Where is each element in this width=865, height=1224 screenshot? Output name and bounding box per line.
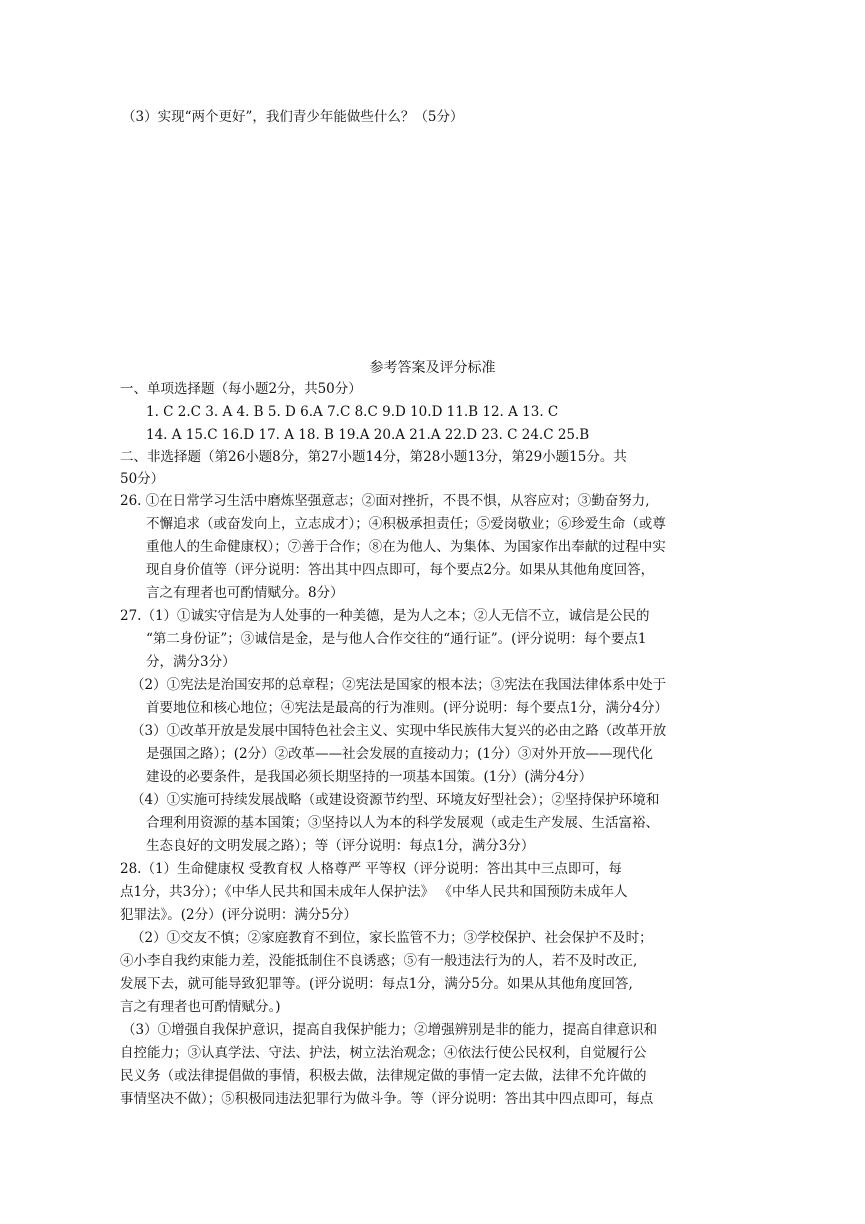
answer-line: 26. ①在日常学习生活中磨炼坚强意志；②面对挫折，不畏不惧，从容应对；③勤奋努力, xyxy=(120,493,650,509)
page-title: 参考答案及评分标准 xyxy=(369,360,496,376)
answer-line: 犯罪法》。(2分）(评分说明：满分5分） xyxy=(120,907,357,923)
answer-line: “第二身份证”；③诚信是金，是与他人合作交往的“通行证”。(评分说明：每个要点1 xyxy=(146,631,647,647)
answer-line: 不懈追求（或奋发向上，立志成才）；④积极承担责任；⑤爱岗敬业；⑥珍爱生命（或尊 xyxy=(146,516,666,532)
answer-line: 发展下去，就可能导致犯罪等。(评分说明：每点1分，满分5分。如果从其他角度回答, xyxy=(120,976,633,992)
answer-line: （3）①增强自我保护意识，提高自我保护能力；②增强辨别是非的能力，提高自律意识和 xyxy=(122,1022,658,1038)
answer-line: 自控能力；③认真学法、守法、护法，树立法治观念；④依法行使公民权利，自觉履行公 xyxy=(120,1045,647,1061)
answer-line: 27.（1）①诚实守信是为人处事的一种美德，是为人之本；②人无信不立，诚信是公民的 xyxy=(120,608,650,624)
answer-line: 重他人的生命健康权）；⑦善于合作；⑧在为他人、为集体、为国家作出奉献的过程中实 xyxy=(146,539,666,555)
section2-heading-cont: 50分） xyxy=(120,471,165,487)
answer-line: 言之有理者也可酌情赋分。) xyxy=(120,999,281,1015)
answer-line: 首要地位和核心地位；④宪法是最高的行为准则。(评分说明：每个要点1分，满分4分） xyxy=(146,700,668,716)
section1-heading: 一、单项选择题（每小题2分，共50分） xyxy=(120,381,362,397)
answer-line: ④小李自我约束能力差，没能抵制住不良诱惑；⑤有一般违法行为的人，若不及时改正, xyxy=(120,953,638,969)
answer-line: 点1分，共3分）；《中华人民共和国未成年人保护法》 《中华人民共和国预防未成年人 xyxy=(120,884,628,900)
answer-line: 现自身价值等（评分说明：答出其中四点即可，每个要点2分。如果从其他角度回答， xyxy=(146,562,655,578)
answer-line: 民义务（或法律提倡做的事情，积极去做，法律规定做的事情一定去做，法律不允许做的 xyxy=(120,1068,647,1084)
answer-line: （4）①实施可持续发展战略（或建设资源节约型、环境友好型社会）；②坚持保护环境和 xyxy=(131,792,660,808)
answer-line: （3）①改革开放是发展中国特色社会主义、实现中华民族伟大复兴的必由之路（改革开放 xyxy=(131,723,667,739)
answer-line: 建设的必要条件，是我国必须长期坚持的一项基本国策。(1分）(满分4分） xyxy=(146,769,593,785)
answer-row-1: 1. C 2.C 3. A 4. B 5. D 6.A 7.C 8.C 9.D 10.D 11.B 12. A 13. C xyxy=(146,404,559,420)
answer-line: 是强国之路）；(2分）②改革——社会发展的直接动力；(1分）③对外开放——现代化 xyxy=(146,746,653,762)
answer-line: （2）①交友不慎；②家庭教育不到位，家长监管不力；③学校保护、社会保护不及时； xyxy=(131,930,653,946)
answer-line: 分，满分3分） xyxy=(146,654,236,670)
answer-line: 生态良好的文明发展之路）；等（评分说明：每点1分，满分3分） xyxy=(146,838,535,854)
answer-line: 言之有理者也可酌情赋分。8分） xyxy=(146,585,344,601)
question-3: （3）实现“两个更好”，我们青少年能做些什么？（5分） xyxy=(122,109,464,125)
section2-heading: 二、非选择题（第26小题8分，第27小题14分，第28小题13分，第29小题15分。共 xyxy=(120,449,627,465)
answer-line: 事情坚决不做）；⑤积极同违法犯罪行为做斗争。等（评分说明：答出其中四点即可，每点 xyxy=(120,1091,654,1107)
answer-line: 合理利用资源的基本国策；③坚持以人为本的科学发展观（或走生产发展、生活富裕、 xyxy=(146,815,659,831)
answer-row-2: 14. A 15.C 16.D 17. A 18. B 19.A 20.A 21.A 22.D 23. C 24.C 25.B xyxy=(146,427,590,443)
answer-line: 28.（1）生命健康权 受教育权 人格尊严 平等权（评分说明：答出其中三点即可，每 xyxy=(120,861,622,877)
answer-line: （2）①宪法是治国安邦的总章程；②宪法是国家的根本法；③宪法在我国法律体系中处于 xyxy=(131,677,667,693)
